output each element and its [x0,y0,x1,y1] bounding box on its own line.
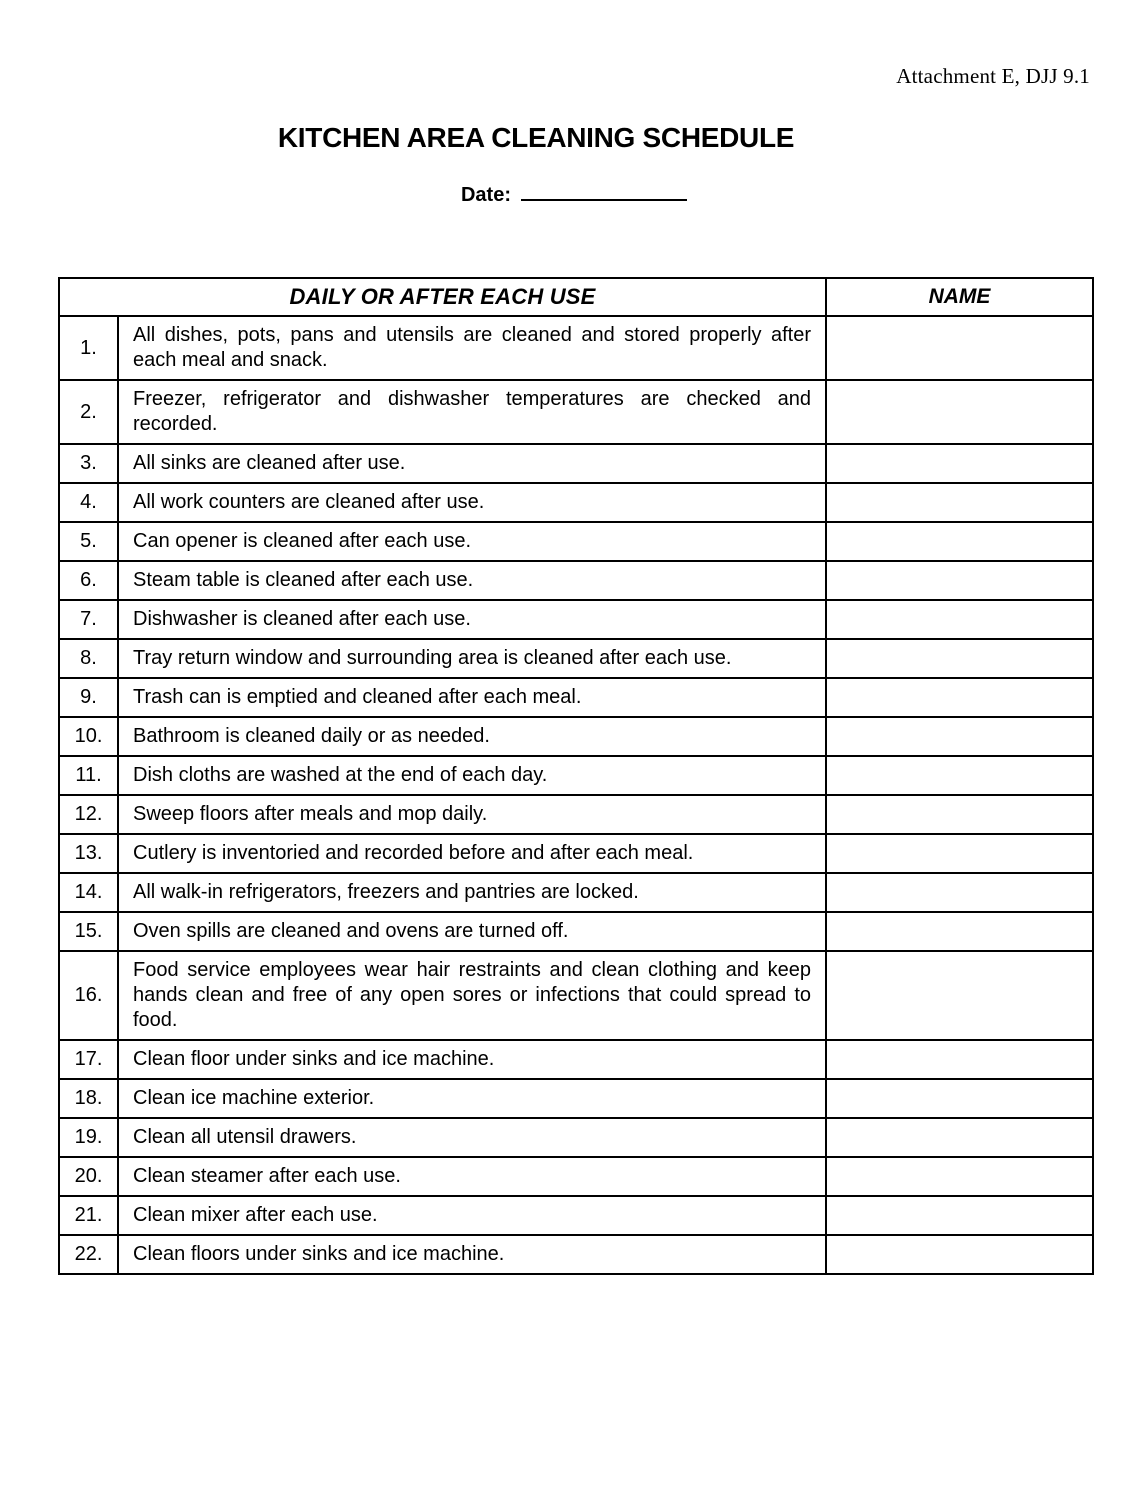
task-number: 18. [59,1079,118,1118]
task-description: Bathroom is cleaned daily or as needed. [118,717,826,756]
task-number: 19. [59,1118,118,1157]
name-cell [826,561,1093,600]
task-description: Tray return window and surrounding area is cleaned after each use. [118,639,826,678]
task-number: 10. [59,717,118,756]
table-row [59,1196,1093,1235]
table-row [59,522,1093,561]
name-cell [826,951,1093,1040]
task-number: 14. [59,873,118,912]
name-cell [826,1079,1093,1118]
task-number: 3. [59,444,118,483]
task-number: 9. [59,678,118,717]
task-description: Trash can is emptied and cleaned after each meal. [118,678,826,717]
task-number: 5. [59,522,118,561]
name-cell [826,600,1093,639]
name-cell [826,444,1093,483]
name-cell [826,678,1093,717]
table-row [59,316,1093,380]
date-label: Date: [460,184,511,206]
header-row [59,278,1093,316]
task-description: Oven spills are cleaned and ovens are turned off. [118,912,826,951]
table-row [59,444,1093,483]
date-line [0,181,1148,207]
task-number: 22. [59,1235,118,1274]
table-row [59,561,1093,600]
name-cell [826,316,1093,380]
task-number: 13. [59,834,118,873]
task-number: 12. [59,795,118,834]
table-row [59,600,1093,639]
table-row [59,1079,1093,1118]
task-description: Sweep floors after meals and mop daily. [118,795,826,834]
task-description: Can opener is cleaned after each use. [118,522,826,561]
task-number: 17. [59,1040,118,1079]
table-row [59,756,1093,795]
name-cell [826,483,1093,522]
task-number: 16. [59,951,118,1040]
task-number: 21. [59,1196,118,1235]
task-description: Dish cloths are washed at the end of each day. [118,756,826,795]
task-description: Steam table is cleaned after each use. [118,561,826,600]
task-table-body [59,316,1093,1274]
task-number: 8. [59,639,118,678]
name-cell [826,1118,1093,1157]
task-description: Clean steamer after each use. [118,1157,826,1196]
table-row [59,1118,1093,1157]
task-description: Clean all utensil drawers. [118,1118,826,1157]
table-row [59,1235,1093,1274]
name-cell [826,1196,1093,1235]
task-description: Clean mixer after each use. [118,1196,826,1235]
task-number: 15. [59,912,118,951]
task-number: 7. [59,600,118,639]
table-row [59,1157,1093,1196]
task-number: 2. [59,380,118,444]
task-description: Freezer, refrigerator and dishwasher temperatures are checked and recorded. [118,380,826,444]
table-row [59,380,1093,444]
task-description: Cutlery is inventoried and recorded before and after each meal. [118,834,826,873]
task-number: 20. [59,1157,118,1196]
table-row [59,795,1093,834]
task-number: 1. [59,316,118,380]
attachment-reference: Attachment E, DJJ 9.1 [896,64,1090,88]
name-cell [826,380,1093,444]
task-description: Clean floors under sinks and ice machine. [118,1235,826,1274]
section-title-header: DAILY OR AFTER EACH USE [59,278,826,316]
name-cell [826,717,1093,756]
name-cell [826,795,1093,834]
table-header [59,278,1093,316]
task-number: 11. [59,756,118,795]
task-number: 4. [59,483,118,522]
task-description: Clean ice machine exterior. [118,1079,826,1118]
name-cell [826,756,1093,795]
table-row [59,1040,1093,1079]
table-row [59,639,1093,678]
task-description: All work counters are cleaned after use. [118,483,826,522]
table-row [59,912,1093,951]
page-title: KITCHEN AREA CLEANING SCHEDULE [277,122,795,153]
table-row [59,717,1093,756]
task-description: All dishes, pots, pans and utensils are cleaned and stored properly after each meal and snack. [118,316,826,380]
date-blank-field [521,181,687,201]
name-cell [826,834,1093,873]
table-row [59,483,1093,522]
name-cell [826,1235,1093,1274]
cleaning-schedule-table [58,277,1094,1275]
task-description: Food service employees wear hair restraints and clean clothing and keep hands clean and free of any open sores or infections that could spread to food. [118,951,826,1040]
table-row [59,678,1093,717]
task-description: All sinks are cleaned after use. [118,444,826,483]
table-row [59,834,1093,873]
name-cell [826,639,1093,678]
task-description: Dishwasher is cleaned after each use. [118,600,826,639]
task-number: 6. [59,561,118,600]
table-row [59,951,1093,1040]
name-cell [826,1040,1093,1079]
table-row [59,873,1093,912]
task-description: All walk-in refrigerators, freezers and pantries are locked. [118,873,826,912]
name-cell [826,1157,1093,1196]
name-cell [826,522,1093,561]
name-cell [826,912,1093,951]
name-cell [826,873,1093,912]
name-column-header: NAME [826,278,1093,316]
task-description: Clean floor under sinks and ice machine. [118,1040,826,1079]
